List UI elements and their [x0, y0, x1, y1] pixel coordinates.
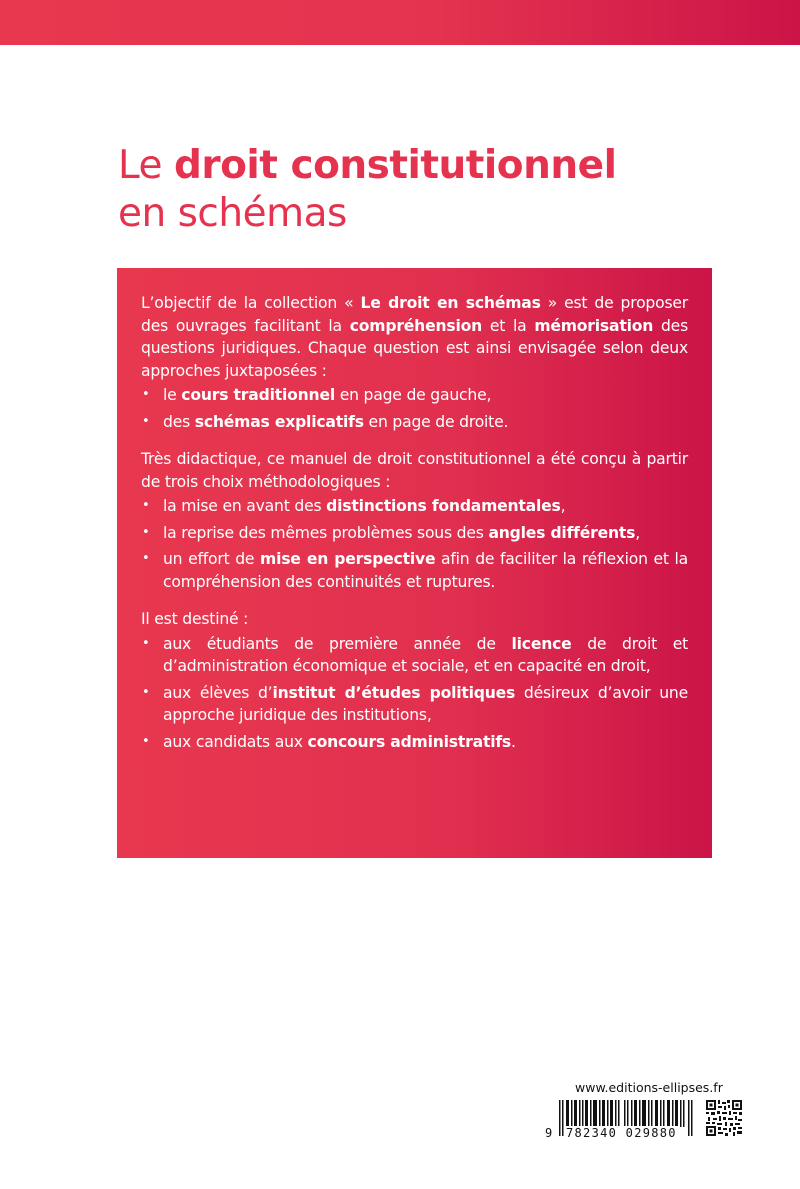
intro-text-3: et la [482, 316, 535, 335]
bullet-text: le [163, 386, 182, 404]
description-box [117, 268, 712, 858]
bullet-text: aux étudiants de première année de [163, 634, 512, 653]
bullet-text: la mise en avant des [163, 497, 327, 515]
intro-bold-1: Le droit en schémas [360, 294, 541, 312]
title-line2: en schémas [118, 191, 347, 236]
bullet-bold: licence [511, 634, 572, 653]
bullet-bold: mise en perspective [260, 550, 436, 568]
publisher-url[interactable]: www.editions-ellipses.fr [575, 1080, 723, 1095]
bullet-text: désireux d’avoir une approche juridique des institutions, [163, 683, 688, 724]
book-title [118, 142, 616, 238]
isbn-digits: 782340 029880 [566, 1126, 677, 1140]
intro-text-4: des questions juridiques. Chaque question est ainsi envisagée selon deux approches juxtaposées : [141, 316, 689, 380]
intro-bullet-list [141, 384, 688, 433]
audience-section [141, 608, 688, 753]
method-section [141, 448, 688, 593]
intro-bold-2: compréhension [349, 316, 483, 335]
bullet-text: en page de gauche, [334, 386, 492, 404]
bullet-item [141, 411, 688, 434]
bullet-text: , [635, 523, 640, 542]
intro-text-2: » est de proposer des ouvrages facilitant la [141, 294, 688, 335]
title-bold: droit constitutionnel [173, 143, 617, 188]
bullet-item [141, 682, 688, 727]
bullet-bold: concours administratifs [307, 732, 512, 751]
bullet-item [141, 384, 688, 407]
isbn-barcode [545, 1100, 695, 1140]
bullet-text: . [511, 732, 516, 751]
method-bullet-list [141, 495, 688, 593]
bullet-text: la reprise des mêmes problèmes sous des [163, 523, 489, 542]
bullet-bold: cours traditionnel [181, 386, 335, 404]
bullet-text: afin de faciliter la réflexion et la compréhension des continuités et ruptures. [163, 550, 689, 591]
top-color-band [0, 0, 800, 45]
bullet-item [141, 548, 688, 593]
bullet-text: de droit et d’administration économique et sociale, et en capacité en droit, [163, 634, 689, 675]
bullet-text: , [560, 497, 566, 515]
intro-paragraph [141, 292, 688, 382]
bullet-item [141, 731, 688, 754]
audience-bullet-list [141, 633, 688, 754]
bullet-text: aux élèves d’ [163, 683, 273, 702]
bullet-text: des [163, 412, 195, 431]
bullet-text: aux candidats aux [163, 732, 308, 751]
bullet-bold: institut d’études politiques [272, 683, 516, 702]
intro-bold-3: mémorisation [534, 316, 654, 335]
isbn-first-digit: 9 [545, 1126, 553, 1140]
bullet-bold: angles différents [488, 523, 636, 542]
title-prefix: Le [118, 143, 174, 188]
bullet-text: en page de droite. [363, 412, 509, 431]
intro-section [141, 292, 688, 433]
bullet-item [141, 522, 688, 545]
bullet-bold: distinctions fondamentales [326, 497, 561, 515]
qr-code-icon [706, 1100, 742, 1136]
bullet-text: un effort de [163, 550, 261, 568]
intro-text-1: L’objectif de la collection « [141, 294, 361, 312]
bullet-item [141, 633, 688, 678]
method-paragraph: Très didactique, ce manuel de droit constitutionnel a été conçu à partir de trois choix méthodologiques : [141, 450, 688, 491]
bullet-item [141, 495, 688, 518]
bullet-bold: schémas explicatifs [194, 412, 364, 431]
audience-paragraph: Il est destiné : [141, 610, 249, 628]
